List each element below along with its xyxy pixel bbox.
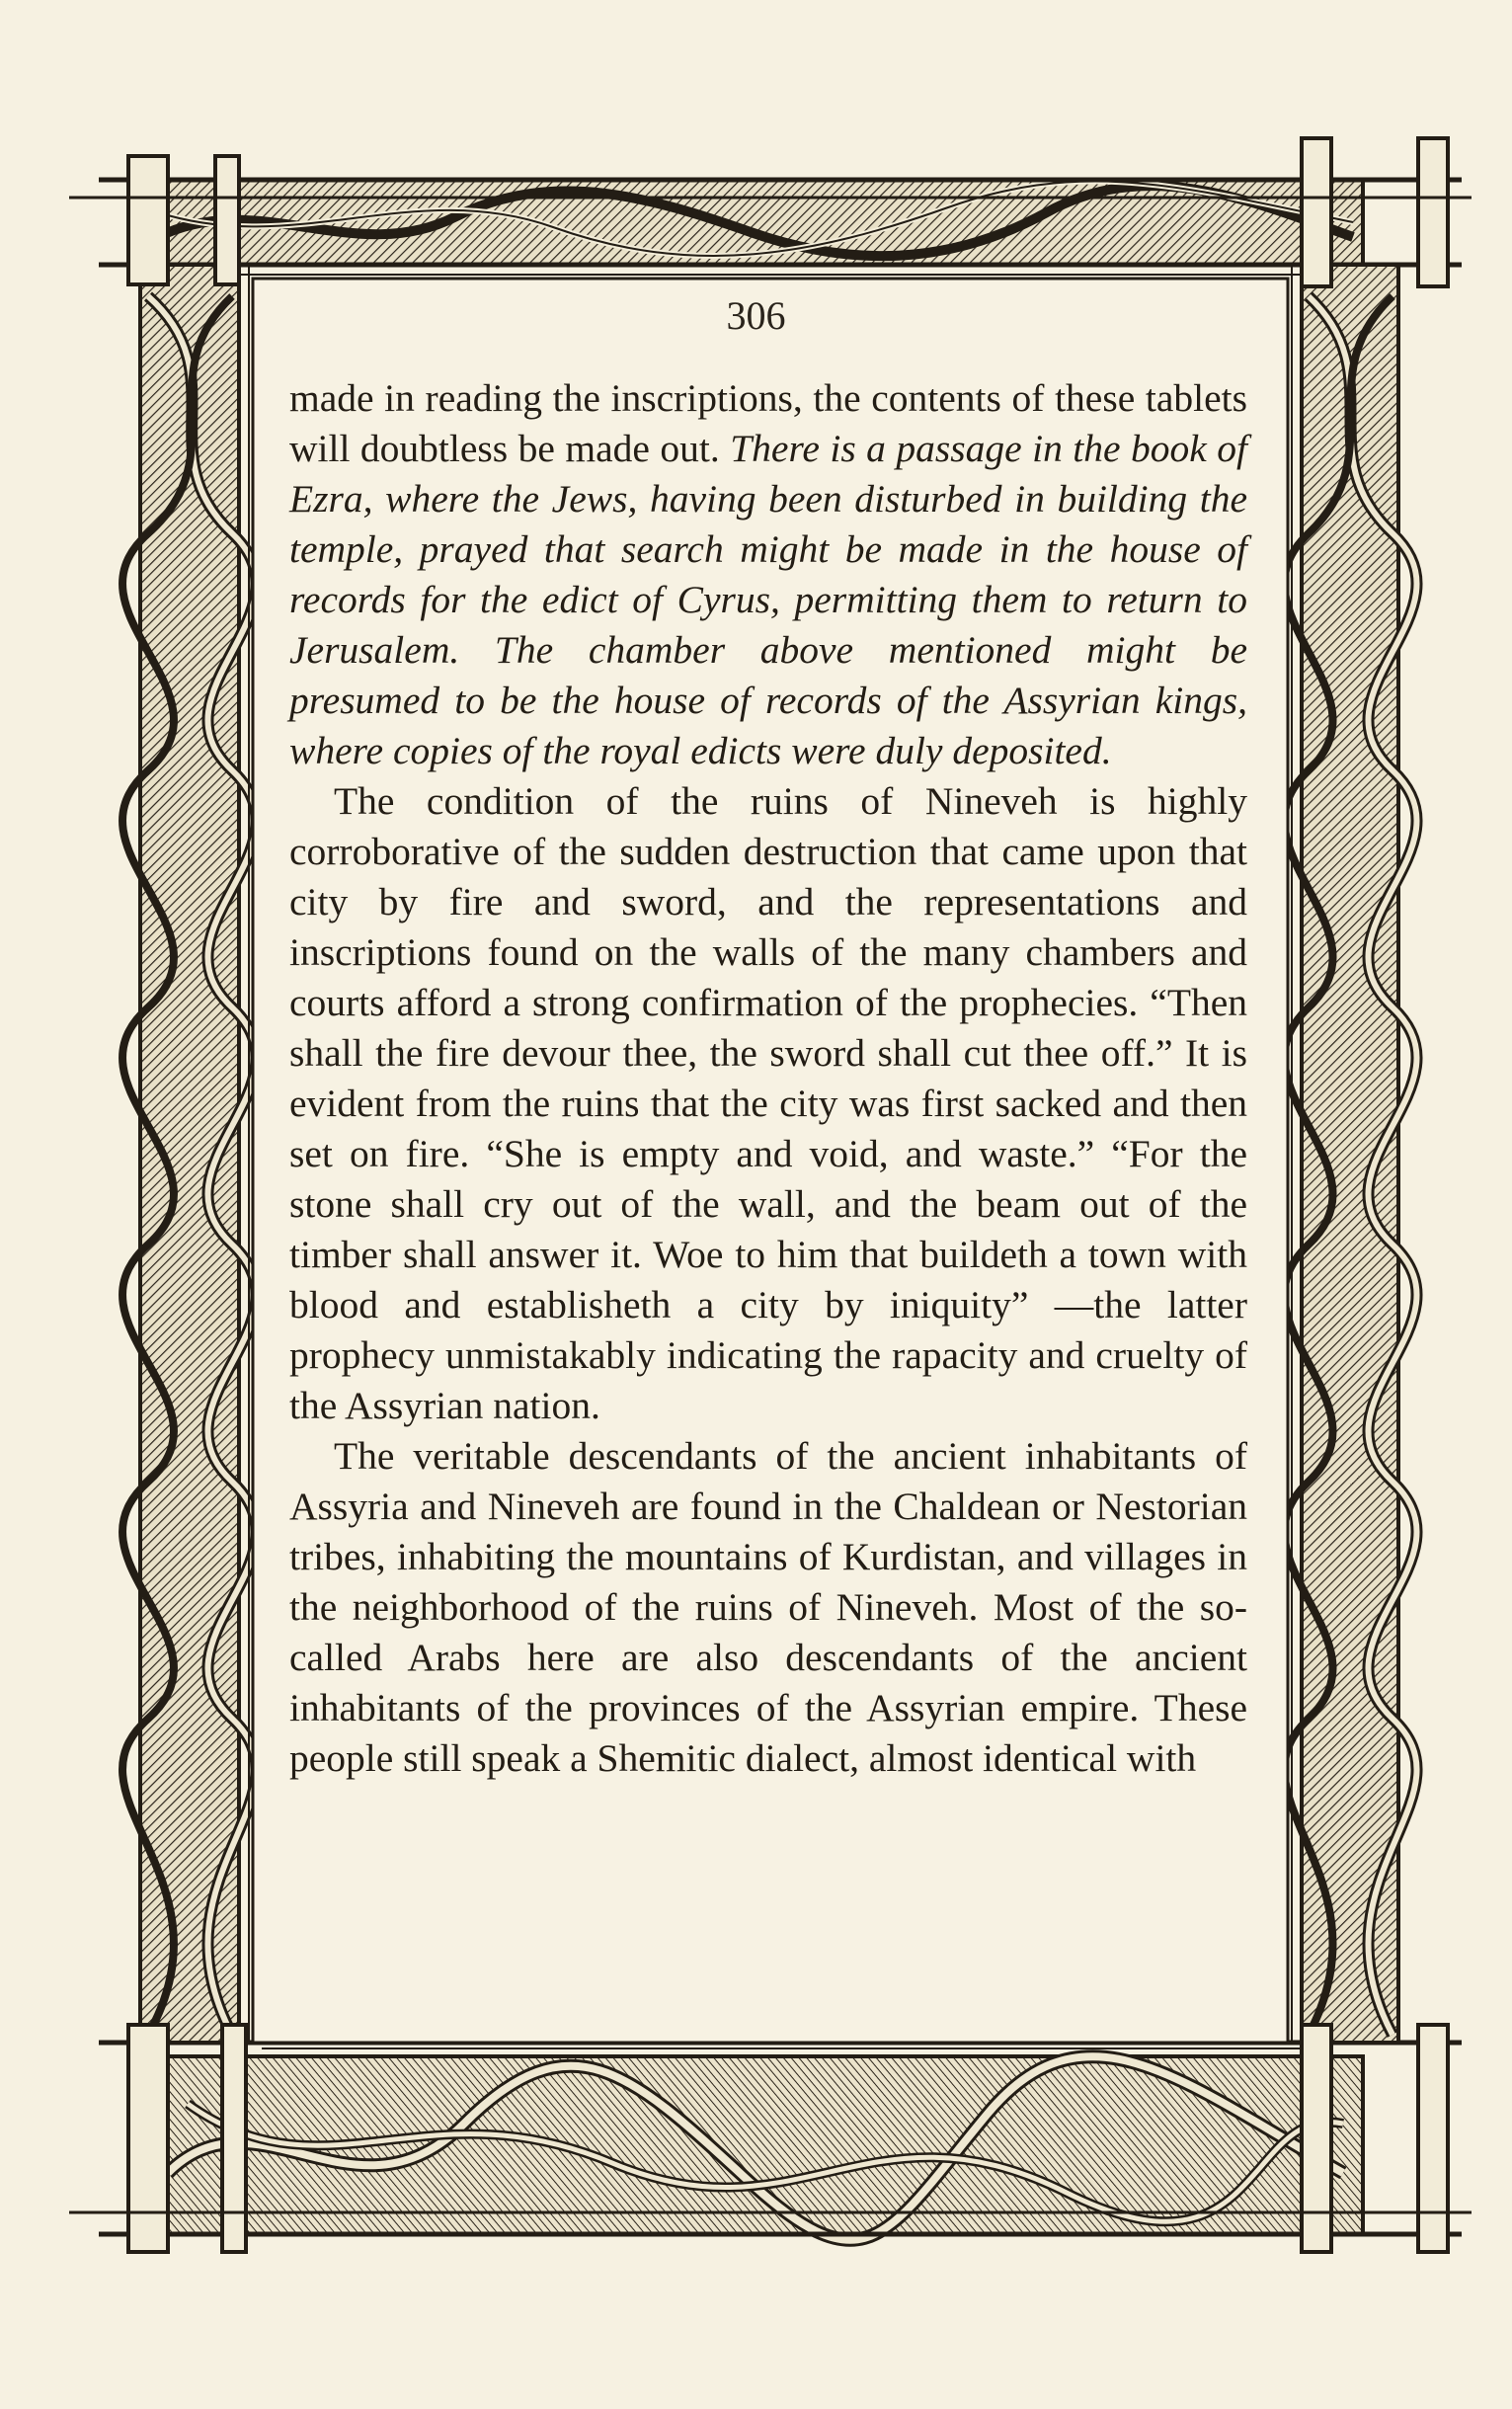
right-border-band [1284,265,1416,2043]
paragraph-lead-text: made in reading the inscriptions, the contents of these tablets will doubtless be made out. [289,376,1247,470]
italic-passage: There is a passage in the book of Ezra, where the Jews, having been disturbed in building the temple, prayed that search might be made in the house of records for the edict of Cyrus, permitting them to return to Jerusalem. The chamber above mentioned might be presumed to be the house of records of the Assyrian kings, where copies of the royal edicts were duly deposited. [289,427,1248,772]
top-border-band [99,180,1462,275]
bottom-border-band [99,2043,1462,2240]
left-border-band [122,265,257,2043]
paragraph-ruins: The condition of the ruins of Nineveh is highly corroborative of the sudden destruction that came upon that city by fire and sword, and the representations and inscriptions found on the walls of the many chambers and courts afford a strong confirmation of the prophecies. “Then shall the fire devour thee, the sword shall cut thee off.” It is evident from the ruins that the city was first sacked and then set on fire. “She is empty and void, and waste.” “For the stone shall cry out of the wall, and the beam out of the timber shall answer it. Woe to him that buildeth a town with blood and establisheth a city by iniquity” —the latter prophecy unmistakably indicating the rapacity and cruelty of the Assyrian nation. [289,779,1247,1427]
paragraph-descendants: The veritable descendants of the ancient inhabitants of Assyria and Nineveh are found in the Chaldean or Nestorian tribes, inhabiting the mountains of Kurdistan, and villages in the neighborhood of the ruins of Nineveh. Most of the so-called Arabs here are also descendants of the ancient inhabitants of the provinces of the Assyrian empire. These people still speak a Shemitic dialect, almost identical with [289,1434,1247,1780]
body-text [289,373,1247,1784]
paragraph-inscriptions [289,373,1247,776]
page-number: 306 [726,293,786,338]
